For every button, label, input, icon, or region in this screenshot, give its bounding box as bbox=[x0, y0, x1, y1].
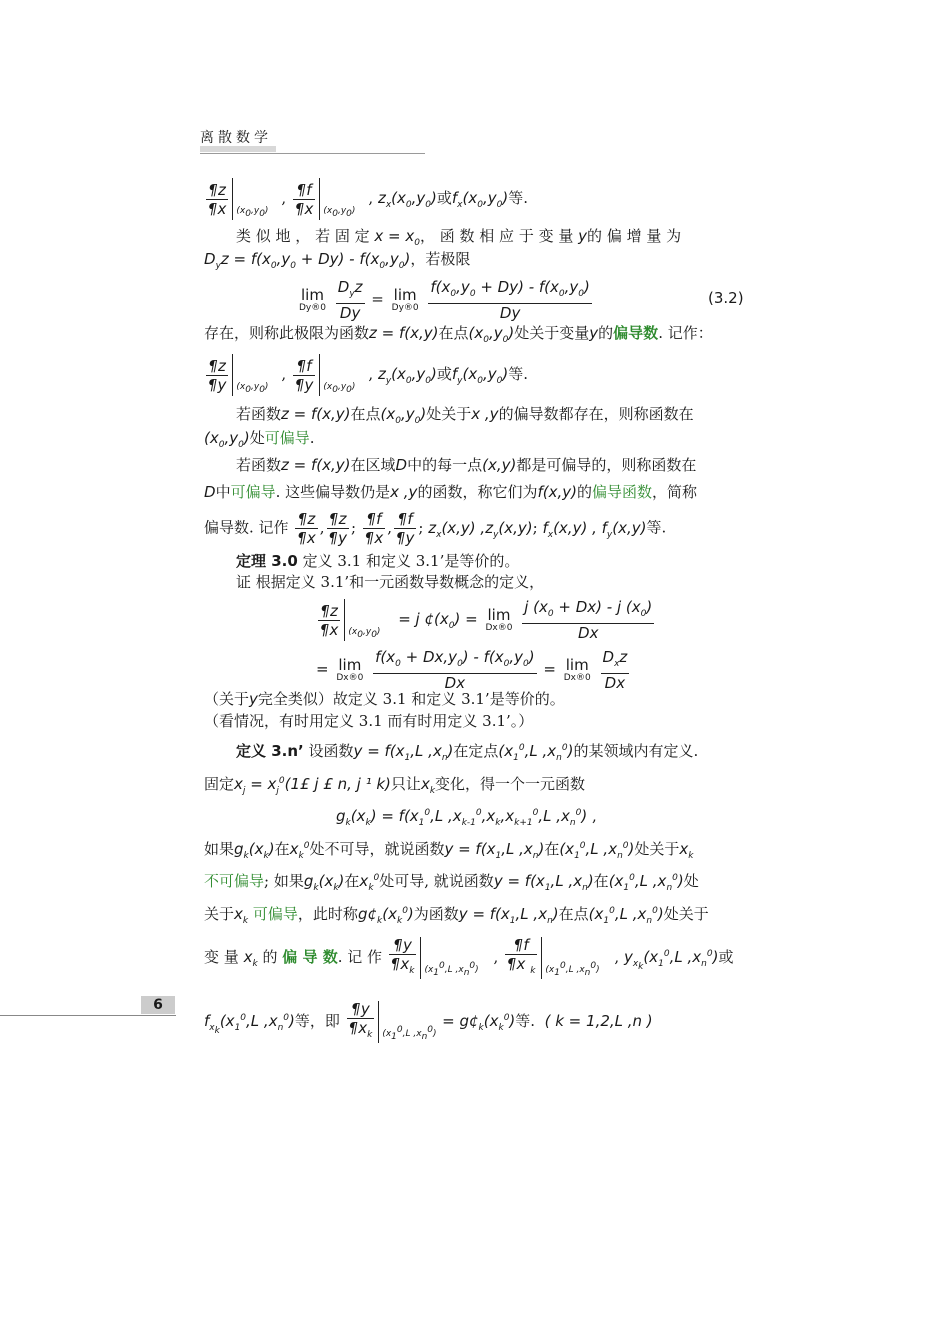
formula-line-zx: $\frac{\P z}{\P x}$ $(x_0,y_0)$ , $\frac{\P f}{\P x}$ $(x_0,y_0)$ , $z_x(x_0,y_0)$或$f_x(x_0,y_0)$等. bbox=[204, 178, 528, 220]
definition-diff: 不可偏导; 如果$g_k(x_k)$在$x_k^0$处可导, 就说函数$y = f(x_1,L$ $,x_n$)在($x_1^0,L$ $,x_n^0$)处 bbox=[204, 872, 699, 893]
proof-intro: 证 根据定义 3.1’和一元函数导数概念的定义， bbox=[236, 573, 545, 591]
para-region: 若函数z = f(x,y)在区域D中的每一点(x,y)都是可偏导的，则称函数在 bbox=[236, 456, 697, 474]
definition-call: 关于$x_k$ 可偏导，此时称$g¢_k(x_k^0)$为函数$y = f(x_1,L$ $,x_n$)在点($x_1^0,L$ $,x_n^0$)处关于 bbox=[204, 905, 709, 926]
formula-line-zy: $\frac{\P z}{\P y}$ $(x_0,y_0)$ , $\frac{\P f}{\P y}$ $(x_0,y_0)$ , $z_y(x_0,y_0)$或$f_y(x_0,y_0)$等. bbox=[204, 354, 528, 396]
definition-3-n: 定义 3.n’ 设函数$y = f(x_1,L$ $,x_n$)在定点($x_1^0,L$ $,x_n^0$)的某领域内有定义. bbox=[236, 742, 699, 763]
page-number: 6 bbox=[141, 996, 175, 1014]
definition-fix: 固定$x_j$ = $x_j^0(1£$ j £ n, j ¹ k)只让$x_k$变化，得一个一元函数 bbox=[204, 775, 586, 796]
equation-3-2: lim Dy®0 $\frac{D_yz}{Dy}$ = lim Dy®0 $\frac{f(x_0,y_0 + Dy) - f(x_0,y_0)}{Dy}$ bbox=[299, 278, 590, 322]
running-header: 离散数学 bbox=[200, 130, 272, 146]
definition-gk: $g_k(x_k) = f(x_1^0,L$ $,x_{k-1}^0,x_k,x_{k+1}^0,L$ $,x_n^0$) , bbox=[336, 807, 597, 828]
term-partial-derivative: 偏导数 bbox=[613, 324, 659, 342]
para-region-3: 偏导数. 记作 $\frac{\P z}{\P x}$ , $\frac{\P z}{\P y}$ ; $\frac{\P f}{\P x}$ , $\frac{\P f}{\P y}$ ; $z_x(x,y)$ $,z_y(x,y)$; $f_x(x,y)$ , $f_y(x,y)$等. bbox=[204, 510, 667, 547]
definition-fk: $f_{x_k}(x_1^0,L$ $,x_n^0$)等，即 $\frac{\P y}{\P x_k}$ ($x_1^0,L$ $,x_n^0$) = $g¢_k(x_k^0)$等. ( k = 1,2,L ,n ) bbox=[204, 1000, 653, 1042]
equation-number: (3.2) bbox=[708, 289, 744, 307]
page-number-rule bbox=[0, 1015, 176, 1016]
para-increment: $D_yz = f(x_0,y_0 + Dy) - f(x_0,y_0)$，若极限 bbox=[204, 250, 471, 271]
header-shade bbox=[200, 146, 276, 152]
para-if-both-2: $(x_0,y_0)$处可偏导. bbox=[204, 429, 315, 450]
para-if-both: 若函数z = f(x,y)在点$(x_0,y_0)$处关于x ,y的偏导数都存在，则称函数在 bbox=[236, 405, 694, 426]
definition-not-diff: 如果$g_k(x_k)$在$x_k^0$处不可导，就说函数$y = f(x_1,L$ $,x_n$)在($x_1^0,L$ $,x_n^0$)处关于$x_k$ bbox=[204, 840, 694, 861]
header-rule bbox=[200, 153, 425, 154]
definition-notation: 变 量 $x_k$ 的 偏 导 数. 记 作 $\frac{\P y}{\P x_k}$ ($x_1^0,L$ $,x_n^0$) , $\frac{\P f}{\P x _k}$ ($x_1^0,L$ $,x_n^0$) , $y_{x_k}(x_1^0,L$ $,x_n^0$)或 bbox=[204, 936, 734, 978]
para-similarly: 类 似 地 ， 若 固 定 $x = x_0$， 函 数 相 应 于 变 量 y的 偏 增 量 为 bbox=[236, 227, 682, 248]
note-y-similar: （关于y完全类似）故定义 3.1 和定义 3.1’是等价的。 bbox=[204, 690, 565, 708]
proof-eq-2: = lim Dx®0 $\frac{f(x_0 + Dx,y_0) - f(x_0,y_0)}{Dx}$ = lim Dx®0 $\frac{D_xz}{Dx}$ bbox=[316, 648, 628, 692]
note-usage: （看情况，有时用定义 3.1 而有时用定义 3.1’。） bbox=[204, 712, 534, 730]
proof-eq-1: $\frac{\P z}{\P x}$ $(x_0,y_0)$ = j $¢(x_0)$ = lim Dx®0 $\frac{j (x_0 + Dx) - j (x_0)}{Dx}$ bbox=[320, 598, 653, 642]
para-exists: 存在，则称此极限为函数z = f(x,y)在点$(x_0,y_0)$处关于变量y的偏导数. 记作： bbox=[204, 324, 713, 345]
para-region-2: D中可偏导. 这些偏导数仍是x ,y的函数，称它们为f(x,y)的偏导函数，简称 bbox=[204, 483, 698, 501]
theorem-3-0: 定理 3.0 定义 3.1 和定义 3.1’是等价的。 bbox=[236, 552, 520, 570]
